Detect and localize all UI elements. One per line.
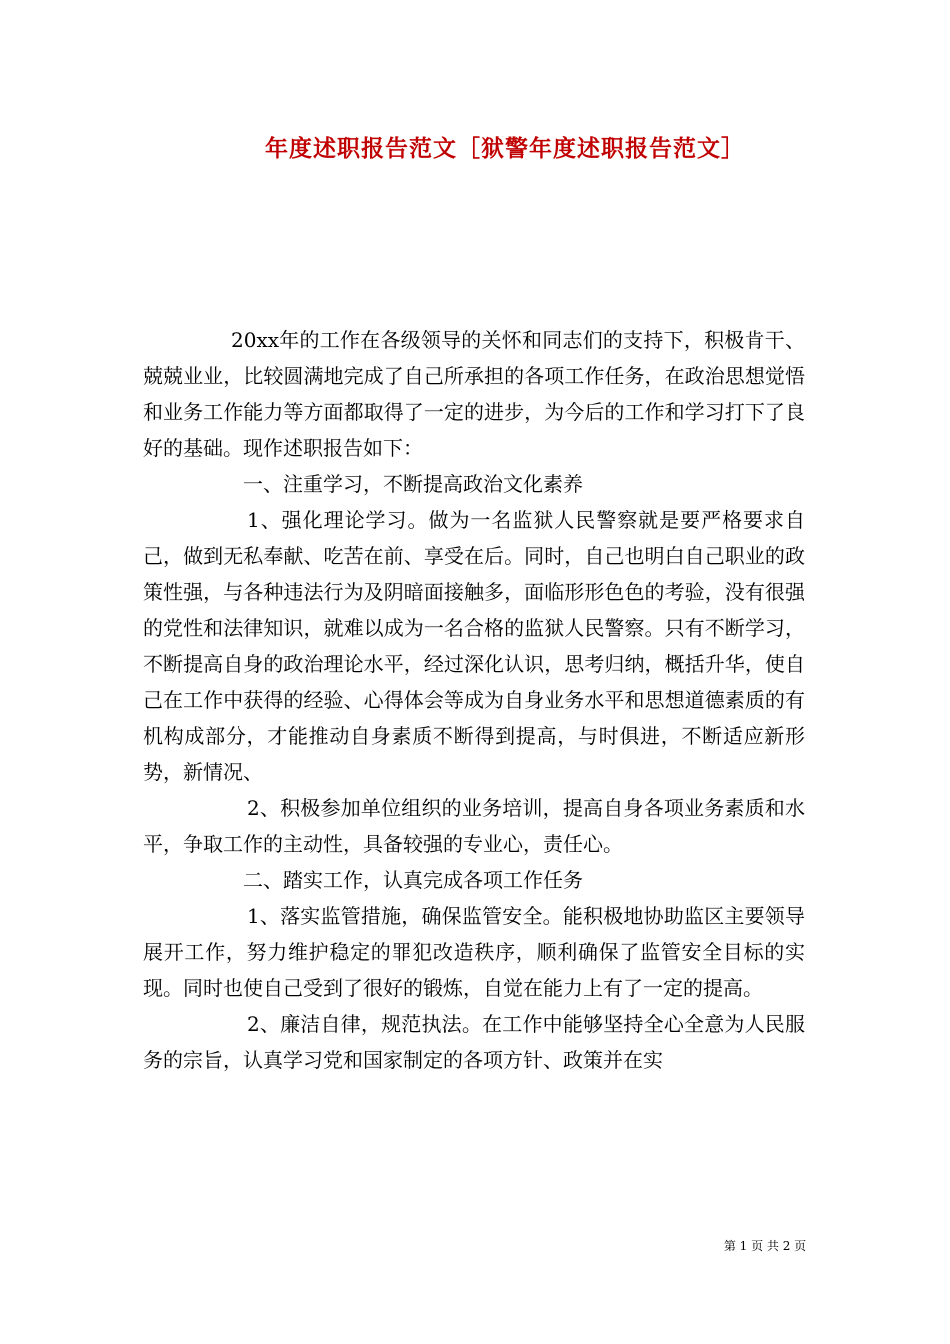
document-title: 年度述职报告范文［狱警年度述职报告范文］ (265, 135, 745, 162)
paragraph-2-2: 2、廉洁自律，规范执法。在工作中能够坚持全心全意为人民服务的宗旨，认真学习党和国家制定的各项方针、政策并在实 (143, 1012, 805, 1072)
paragraph-2-1: 1、落实监管措施，确保监管安全。能积极地协助监区主要领导展开工作，努力维护稳定的罪犯改造秩序，顺利确保了监管安全目标的实现。同时也使自己受到了很好的锻炼，自觉在能力上有了一定的提高。 (143, 904, 805, 1000)
section-heading-1: 一、注重学习，不断提高政治文化素养 (243, 472, 583, 496)
page-footer: 第 1 页 共 2 页 (723, 1239, 807, 1253)
document-body (143, 322, 805, 1078)
paragraph-1-1: 1、强化理论学习。做为一名监狱人民警察就是要严格要求自己，做到无私奉献、吃苦在前、享受在后。同时，自己也明白自己职业的政策性强，与各种违法行为及阴暗面接触多，面临形形色色的考验，没有很强的党性和法律知识，就难以成为一名合格的监狱人民警察。只有不断学习，不断提高自身的政治理论水平，经过深化认识，思考归纳，概括升华，使自己在工作中获得的经验、心得体会等成为自身业务水平和思想道德素质的有机构成部分，才能推动自身素质不断得到提高，与时俱进，不断适应新形势，新情况、 (143, 508, 805, 784)
paragraph-intro: 20xx年的工作在各级领导的关怀和同志们的支持下，积极肯干、兢兢业业，比较圆满地完成了自己所承担的各项工作任务，在政治思想觉悟和业务工作能力等方面都取得了一定的进步，为今后的工作和学习打下了良好的基础。现作述职报告如下： (143, 328, 805, 460)
paragraph-1-2: 2、积极参加单位组织的业务培训，提高自身各项业务素质和水平，争取工作的主动性，具备较强的专业心，责任心。 (143, 796, 805, 856)
section-heading-2: 二、踏实工作，认真完成各项工作任务 (243, 868, 583, 892)
